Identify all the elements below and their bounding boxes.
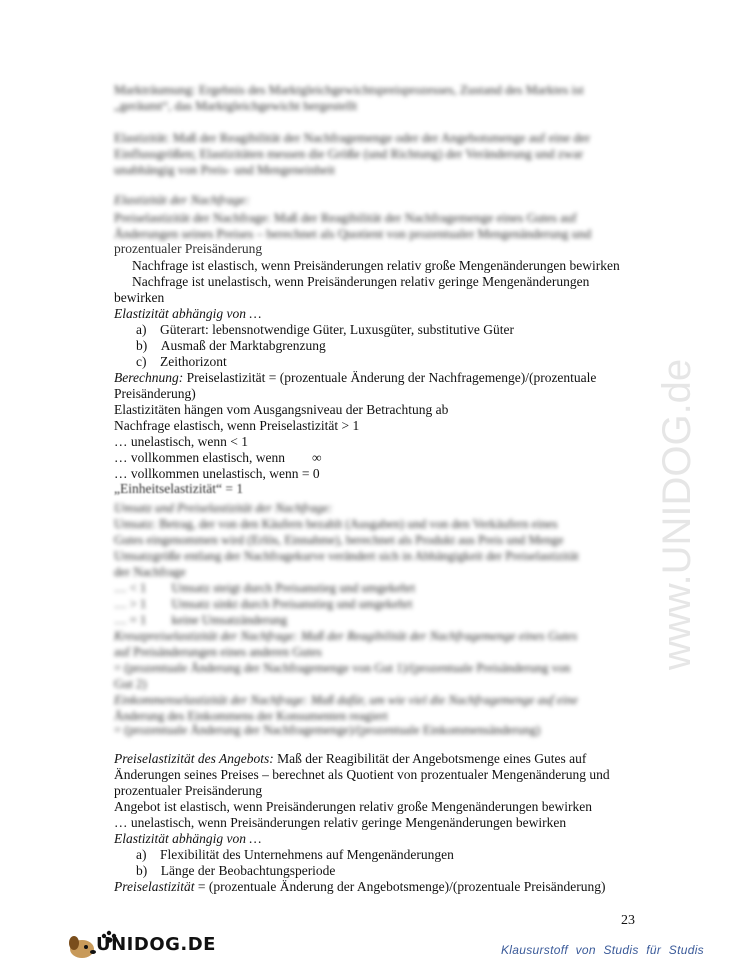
- text-line: Nachfrage ist unelastisch, wenn Preisänderungen relativ geringe Mengenänderungen: [132, 274, 590, 289]
- formula-label: Preiselastizität: [114, 879, 195, 894]
- blurred-line: Gut 2): [114, 677, 147, 691]
- calc-text: Preiselastizität = (prozentuale Änderung der Nachfragemenge)/(prozentuale: [183, 370, 597, 385]
- text-line: Preisänderung): [114, 386, 196, 401]
- supply-elasticity-text: Maß der Reagibilität der Angebotsmenge eines Gutes auf: [273, 751, 587, 766]
- blurred-line: Umsatz und Preiselastizität der Nachfrage:: [114, 501, 333, 515]
- blurred-paragraph: [114, 82, 634, 114]
- text-line: Elastizität abhängig von …: [114, 306, 262, 321]
- text-line: prozentualer Preisänderung: [114, 241, 263, 256]
- blurred-line: auf Preisänderungen eines anderen Gutes: [114, 645, 322, 659]
- list-item: a) Güterart: lebensnotwendige Güter, Luxusgüter, substitutive Güter: [136, 322, 514, 337]
- list-item: b) Ausmaß der Marktabgrenzung: [136, 338, 326, 353]
- blurred-line: der Nachfrage: [114, 565, 186, 579]
- text-line: Elastizitäten hängen vom Ausgangsniveau der Betrachtung ab: [114, 402, 449, 417]
- blurred-line: Umsatz: Betrag, der von den Käufern bezahlt (Ausgaben) und von den Verkäufern eines: [114, 517, 558, 531]
- list-item: c) Zeithorizont: [136, 354, 227, 369]
- text-line: bewirken: [114, 290, 165, 305]
- supply-elasticity-label: Preiselastizität des Angebots:: [114, 751, 274, 766]
- blurred-line: Gutes eingenommen wird (Erlös, Einnahme), berechnet als Produkt aus Preis und Menge: [114, 533, 564, 547]
- blurred-text: Elastizität: Maß der Reagibilität der Nachfragemenge oder der Angebotsmenge auf eine der Einflussgrößen; Elastizitäten messen die Größe (und Richtung) der Veränderung und zwar unabhängig von Preis- und Mengeneinheit: [114, 130, 591, 177]
- blurred-line: Kreuzpreiselastizität der Nachfrage: Maß der Reagibilität der Nachfragemenge eines Gutes: [114, 629, 578, 643]
- text-line: „Einheitselastizität“ = 1: [114, 481, 244, 496]
- logo-text: UNIDOG.DE: [96, 934, 216, 955]
- text-line: [114, 370, 596, 386]
- text-line: [114, 879, 605, 895]
- text-line: … vollkommen unelastisch, wenn = 0: [114, 466, 320, 481]
- blurred-paragraph: [114, 130, 634, 178]
- watermark: [580, 250, 750, 680]
- blurred-heading: [114, 192, 634, 208]
- footer-text: Klausurstoff von Studis für Studis: [501, 943, 704, 957]
- blurred-line: = (prozentuale Änderung der Nachfragemenge)/(prozentuale Einkommensänderung): [114, 723, 541, 737]
- text-line: Änderungen seines Preises – berechnet als Quotient von prozentualer Mengenänderung und: [114, 767, 610, 782]
- blurred-line: = (prozentuale Änderung der Nachfragemenge von Gut 1)/(prozentuale Preisänderung von: [114, 661, 571, 675]
- text-line: … unelastisch, wenn < 1: [114, 434, 248, 449]
- blurred-line: … = 1 keine Umsatzänderung: [114, 613, 288, 627]
- text-line: Nachfrage elastisch, wenn Preiselastizität > 1: [114, 418, 360, 433]
- blurred-line: Umsatzgröße entlang der Nachfragekurve verändert sich in Abhängigkeit der Preiselastizität: [114, 549, 579, 563]
- blurred-text: Preiselastizität der Nachfrage: Maß der Reagibilität der Nachfragemenge eines Gutes auf Änderungen seines Preises – berechnet als Quotient von prozentualer Mengenänderung und: [114, 210, 592, 241]
- text-line: Nachfrage ist elastisch, wenn Preisänderungen relativ große Mengenänderungen bewirken: [132, 258, 620, 273]
- blurred-line: Einkommenselastizität der Nachfrage: Maß dafür, um wie viel die Nachfragemenge auf eine: [114, 693, 578, 707]
- blurred-text: Elastizität der Nachfrage:: [114, 192, 250, 207]
- text-line: Elastizität abhängig von …: [114, 831, 262, 846]
- blurred-line: Änderung des Einkommens der Konsumenten reagiert: [114, 709, 388, 723]
- text-line: prozentualer Preisänderung: [114, 783, 263, 798]
- blurred-line: … < 1 Umsatz steigt durch Preisanstieg und umgekehrt: [114, 581, 416, 595]
- blurred-paragraph: [114, 210, 634, 242]
- page-number: 23: [621, 913, 635, 928]
- list-item: a) Flexibilität des Unternehmens auf Mengenänderungen: [136, 847, 454, 862]
- text-line: Angebot ist elastisch, wenn Preisänderungen relativ große Mengenänderungen bewirken: [114, 799, 592, 814]
- formula-text: = (prozentuale Änderung der Angebotsmenge)/(prozentuale Preisänderung): [194, 879, 606, 894]
- calc-label: Berechnung:: [114, 370, 184, 385]
- blurred-line: … > 1 Umsatz sinkt durch Preisanstieg und umgekehrt: [114, 597, 413, 611]
- list-item: b) Länge der Beobachtungsperiode: [136, 863, 336, 878]
- text-line: … unelastisch, wenn Preisänderungen relativ geringe Mengenänderungen bewirken: [114, 815, 567, 830]
- text-line: … vollkommen elastisch, wenn ∞: [114, 450, 322, 465]
- watermark-text: www.UNIDOG.de: [655, 358, 699, 670]
- blurred-text: Markträumung: Ergebnis des Marktgleichgewichtspreisprozesses, Zustand des Marktes ist „geräumt“, das Marktgleichgewicht hergestellt: [114, 82, 584, 113]
- text-line: [114, 751, 586, 767]
